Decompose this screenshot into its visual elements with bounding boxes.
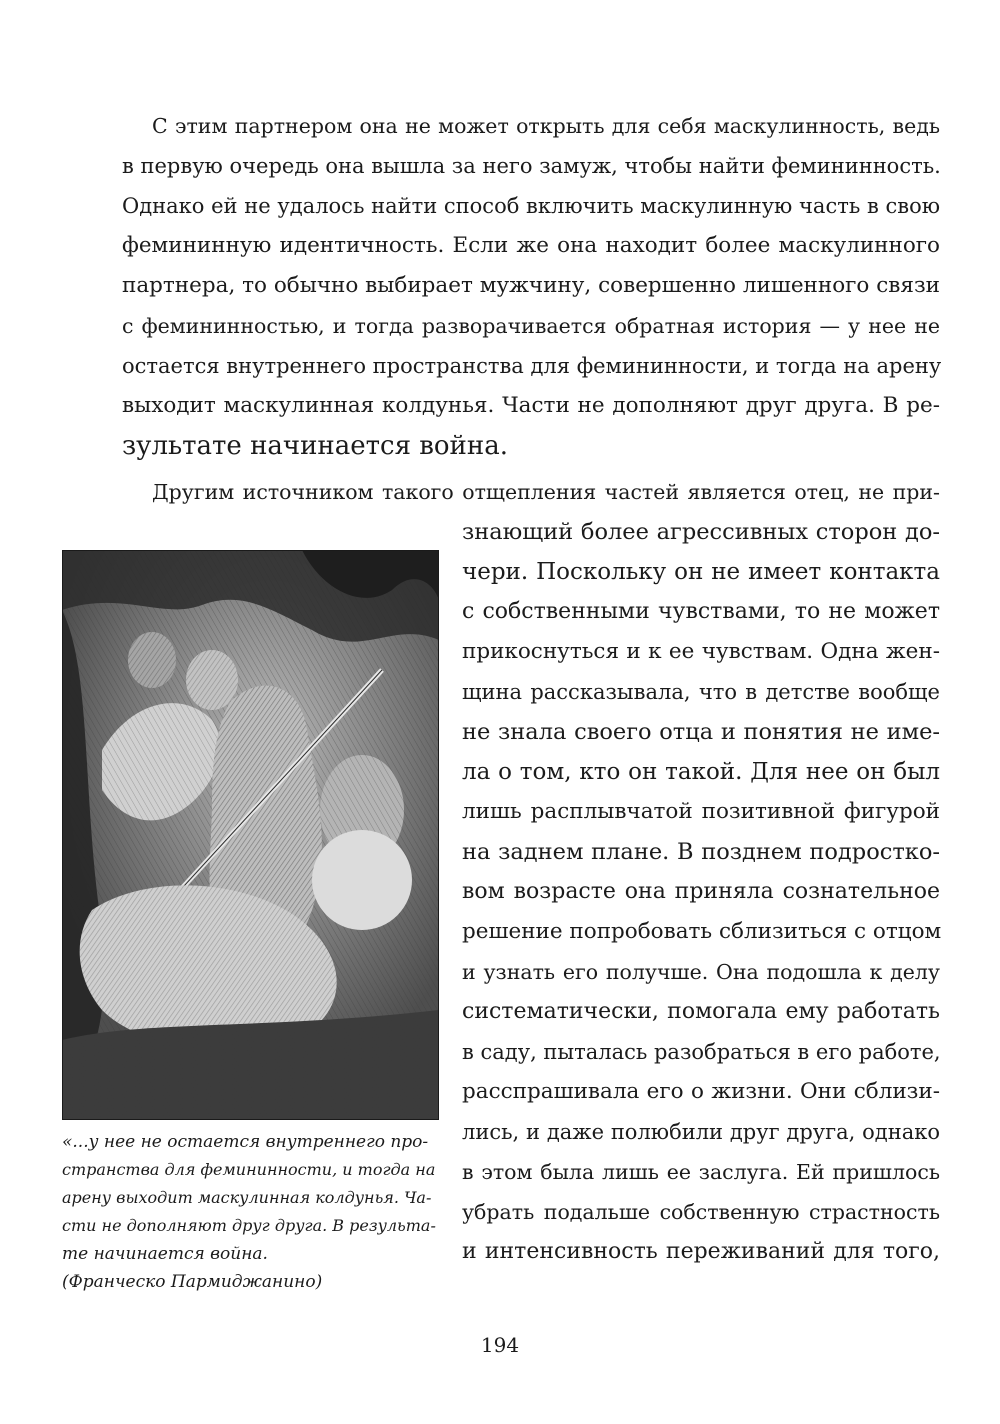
paragraph-2-column-line: и интенсивность переживаний для того, (462, 1239, 940, 1264)
paragraph-2-column-line: расспрашивала его о жизни. Они сблизи- (462, 1079, 940, 1104)
caption-line: «...у нее не остается внутреннего про- (62, 1132, 429, 1152)
paragraph-2-column-line: прикоснуться и к ее чувствам. Одна жен- (462, 639, 940, 664)
page-number: 194 (480, 1333, 520, 1357)
paragraph-2-column-line: в этом была лишь ее заслуга. Ей пришлось (462, 1160, 940, 1184)
paragraph-2-column-line: и узнать его получше. Она подошла к делу (462, 960, 940, 984)
caption-line: сти не дополняют друг друга. В результа- (62, 1216, 436, 1235)
paragraph-2-column-line: убрать подальше собственную страстность (462, 1200, 940, 1224)
paragraph-1-line-1: С этим партнером она не может открыть для себя маскулинность, ведь (152, 114, 940, 138)
engraving-illustration (62, 550, 439, 1120)
engraving-picture (62, 550, 439, 1120)
paragraph-2-column-line: вом возрасте она приняла сознательное (462, 879, 940, 904)
paragraph-2-column-line: щина рассказывала, что в детстве вообще (462, 680, 940, 704)
paragraph-2-column-line: в саду, пыталась разобраться в его работе, (462, 1040, 941, 1064)
paragraph-2-column-line: лишь расплывчатой позитивной фигурой (462, 799, 940, 824)
paragraph-1-line-4: фемининную идентичность. Если же она находит более маскулинного (122, 233, 940, 258)
figure-caption (62, 1128, 442, 1296)
caption-line: те начинается война. (62, 1244, 268, 1264)
paragraph-2-column-line: решение попробовать сблизиться с отцом (462, 919, 942, 944)
paragraph-2-column-line: чери. Поскольку он не имеет контакта (462, 559, 940, 585)
paragraph-2-column-line: лись, и даже полюбили друг друга, однако (462, 1120, 940, 1144)
paragraph-2-column-line: не знала своего отца и понятия не име- (462, 719, 940, 745)
paragraph-1-line-2: в первую очередь она вышла за него замуж, чтобы найти фемининность. (122, 154, 941, 178)
paragraph-1-line-8: выходит маскулинная колдунья. Части не дополняют друг друга. В ре- (122, 393, 940, 418)
paragraph-1-line-5: партнера, то обычно выбирает мужчину, совершенно лишенного связи (122, 273, 940, 298)
paragraph-2-column-line: знающий более агрессивных сторон до- (462, 519, 940, 545)
paragraph-2-column-line: ла о том, кто он такой. Для нее он был (462, 759, 940, 785)
paragraph-2-column-line: систематически, помогала ему работать (462, 999, 940, 1024)
caption-line: странства для фемининности, и тогда на (62, 1160, 436, 1179)
paragraph-2-line-1: Другим источником такого отщепления частей является отец, не при- (152, 480, 940, 504)
paragraph-1-line-3: Однако ей не удалось найти способ включить маскулинную часть в свою (122, 194, 940, 218)
paragraph-1-line-6: с фемининностью, и тогда разворачивается обратная история — у нее не (122, 314, 940, 338)
paragraph-1-line-7: остается внутреннего пространства для фемининности, и тогда на арену (122, 354, 942, 378)
paragraph-1-line-9: зультате начинается война. (122, 431, 508, 461)
paragraph-2-column-line: на заднем плане. В позднем подростко- (462, 839, 940, 865)
caption-line: арену выходит маскулинная колдунья. Ча- (62, 1188, 432, 1207)
paragraph-2-column-line: с собственными чувствами, то не может (462, 599, 940, 624)
caption-attribution: (Франческо Пармиджанино) (62, 1272, 323, 1292)
